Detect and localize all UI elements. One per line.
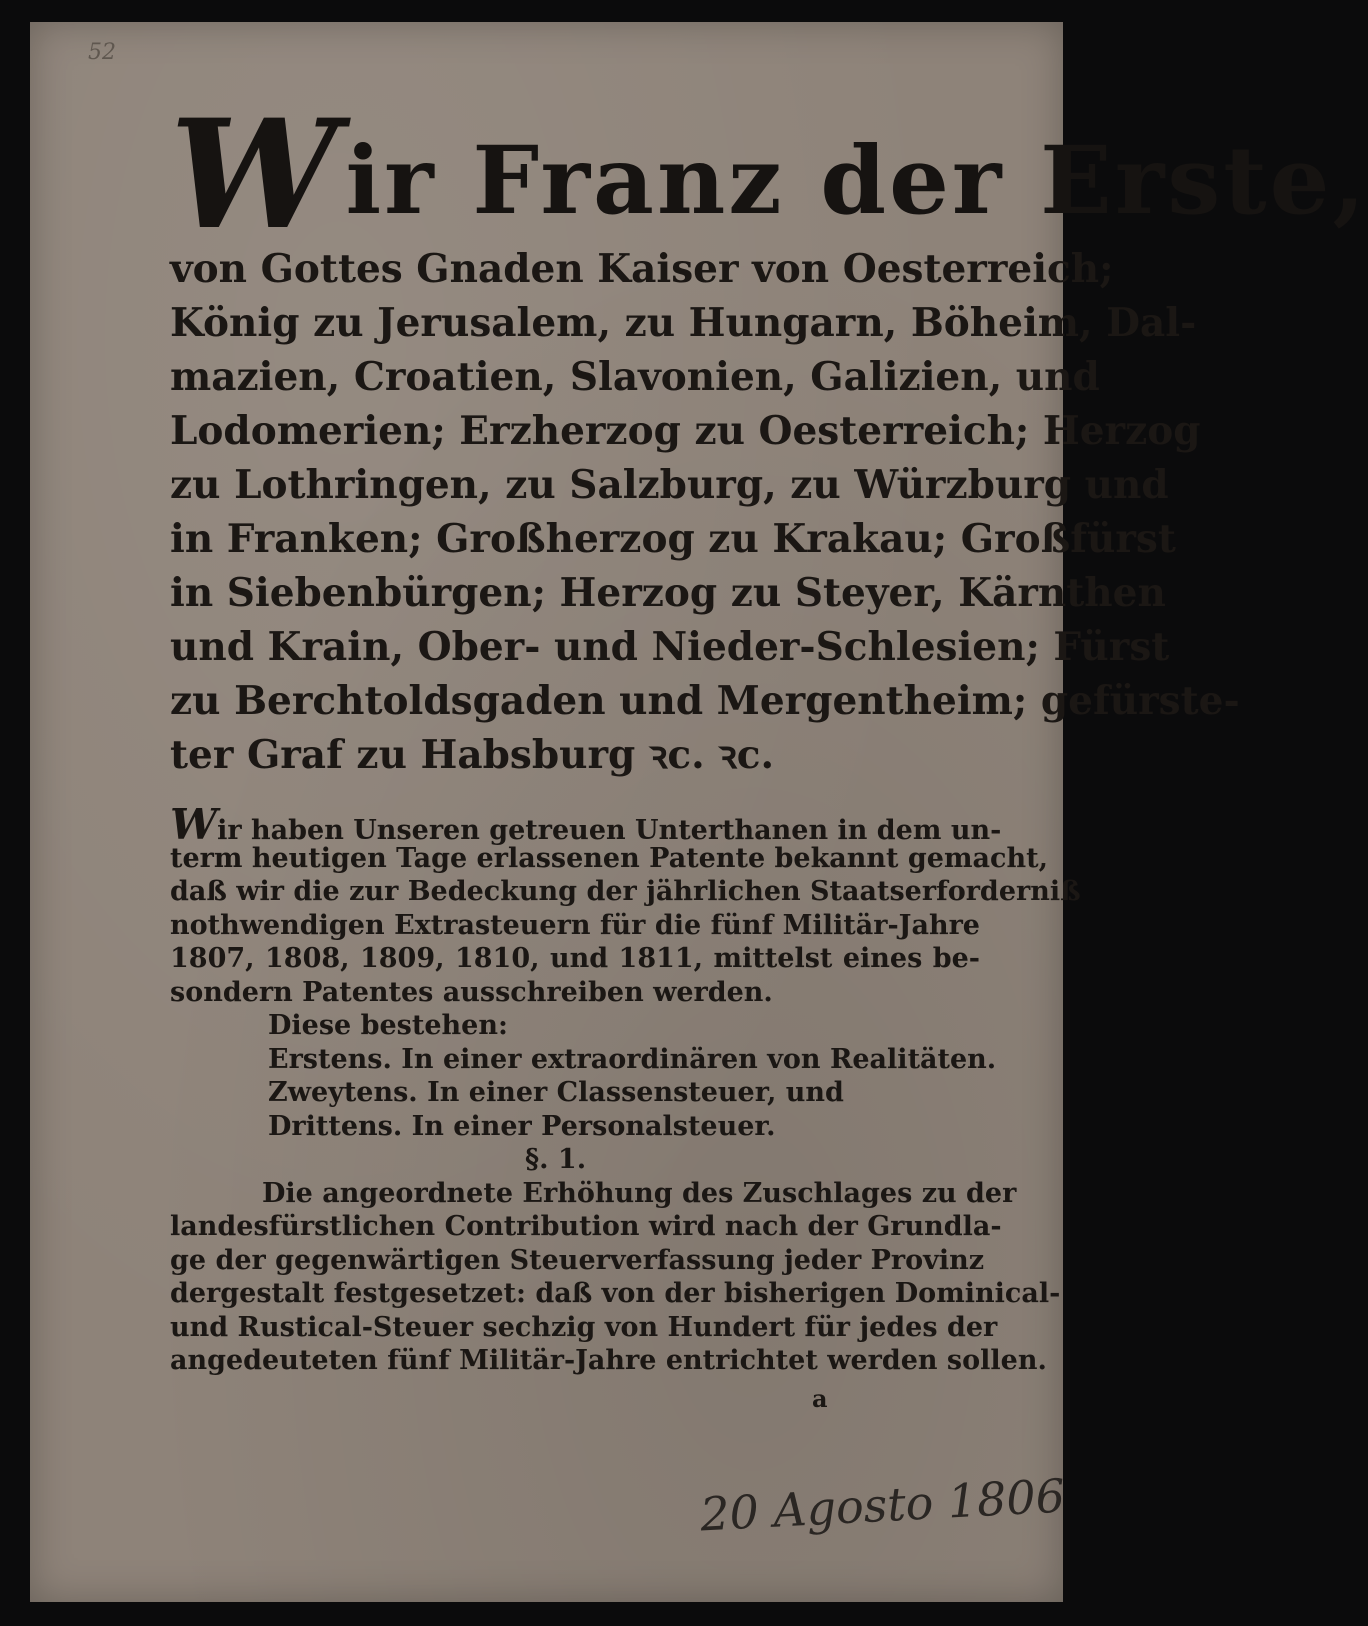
page-number: 52 bbox=[88, 40, 116, 65]
title-block bbox=[170, 242, 1240, 782]
title-line: zu Berchtoldsgaden und Mergentheim; gefürste- bbox=[170, 678, 1240, 724]
title-line: ter Graf zu Habsburg ꝛc. ꝛc. bbox=[170, 732, 775, 778]
body-line: daß wir die zur Bedeckung der jährlichen Staatserforderniß bbox=[170, 876, 1081, 907]
catchword: a bbox=[812, 1384, 828, 1413]
title-line: in Franken; Großherzog zu Krakau; Großfürst bbox=[170, 516, 1176, 562]
body-line: nothwendigen Extrasteuern für die fünf Militär-Jahre bbox=[170, 909, 980, 941]
title-line: König zu Jerusalem, zu Hungarn, Böheim, Dal- bbox=[170, 300, 1197, 346]
body-text bbox=[170, 800, 1081, 1378]
title-line: in Siebenbürgen; Herzog zu Steyer, Kärnthen bbox=[170, 570, 1166, 616]
page-title bbox=[170, 87, 1368, 263]
title-initial: W bbox=[170, 87, 342, 263]
body-line: sondern Patentes ausschreiben werden. bbox=[170, 976, 773, 1008]
body-line: landesfürstlichen Contribution wird nach der Grundla- bbox=[170, 1211, 1002, 1242]
list-item: Drittens. In einer Personalsteuer. bbox=[268, 1110, 776, 1142]
title-line: mazien, Croatien, Slavonien, Galizien, und bbox=[170, 354, 1100, 400]
title-line: Lodomerien; Erzherzog zu Oesterreich; Herzog bbox=[170, 408, 1201, 454]
body-line: dergestalt festgesetzet: daß von der bisherigen Dominical- bbox=[170, 1278, 1061, 1309]
list-intro: Diese bestehen: bbox=[268, 1010, 508, 1041]
body-line: Die angeordnete Erhöhung des Zuschlages zu der bbox=[262, 1177, 1017, 1209]
section-heading: §. 1. bbox=[525, 1144, 587, 1175]
body-line: term heutigen Tage erlassenen Patente bekannt gemacht, bbox=[170, 842, 1048, 874]
list-item: Erstens. In einer extraordinären von Realitäten. bbox=[268, 1043, 997, 1075]
title-line: und Krain, Ober- und Nieder-Schlesien; Fürst bbox=[170, 624, 1170, 670]
title-line: von Gottes Gnaden Kaiser von Oesterreich; bbox=[170, 246, 1114, 292]
title-line: zu Lothringen, zu Salzburg, zu Würzburg und bbox=[170, 462, 1169, 508]
list-item: Zweytens. In einer Classensteuer, und bbox=[268, 1077, 844, 1108]
body-line: ge der gegenwärtigen Steuerverfassung jeder Provinz bbox=[170, 1244, 985, 1276]
body-line-text: ir haben Unseren getreuen Unterthanen in dem un- bbox=[217, 815, 1002, 846]
title-text: ir Franz der Erste, bbox=[345, 126, 1368, 236]
body-line: und Rustical-Steuer sechzig von Hundert für jedes der bbox=[170, 1311, 998, 1343]
body-line bbox=[170, 800, 1002, 849]
handwritten-date-note: 20 Agosto 1806 bbox=[698, 1468, 1067, 1542]
body-line: angedeuteten fünf Militär-Jahre entrichtet werden sollen. bbox=[170, 1345, 1047, 1376]
body-initial: W bbox=[170, 800, 218, 849]
body-line: 1807, 1808, 1809, 1810, und 1811, mittelst eines be- bbox=[170, 943, 980, 974]
